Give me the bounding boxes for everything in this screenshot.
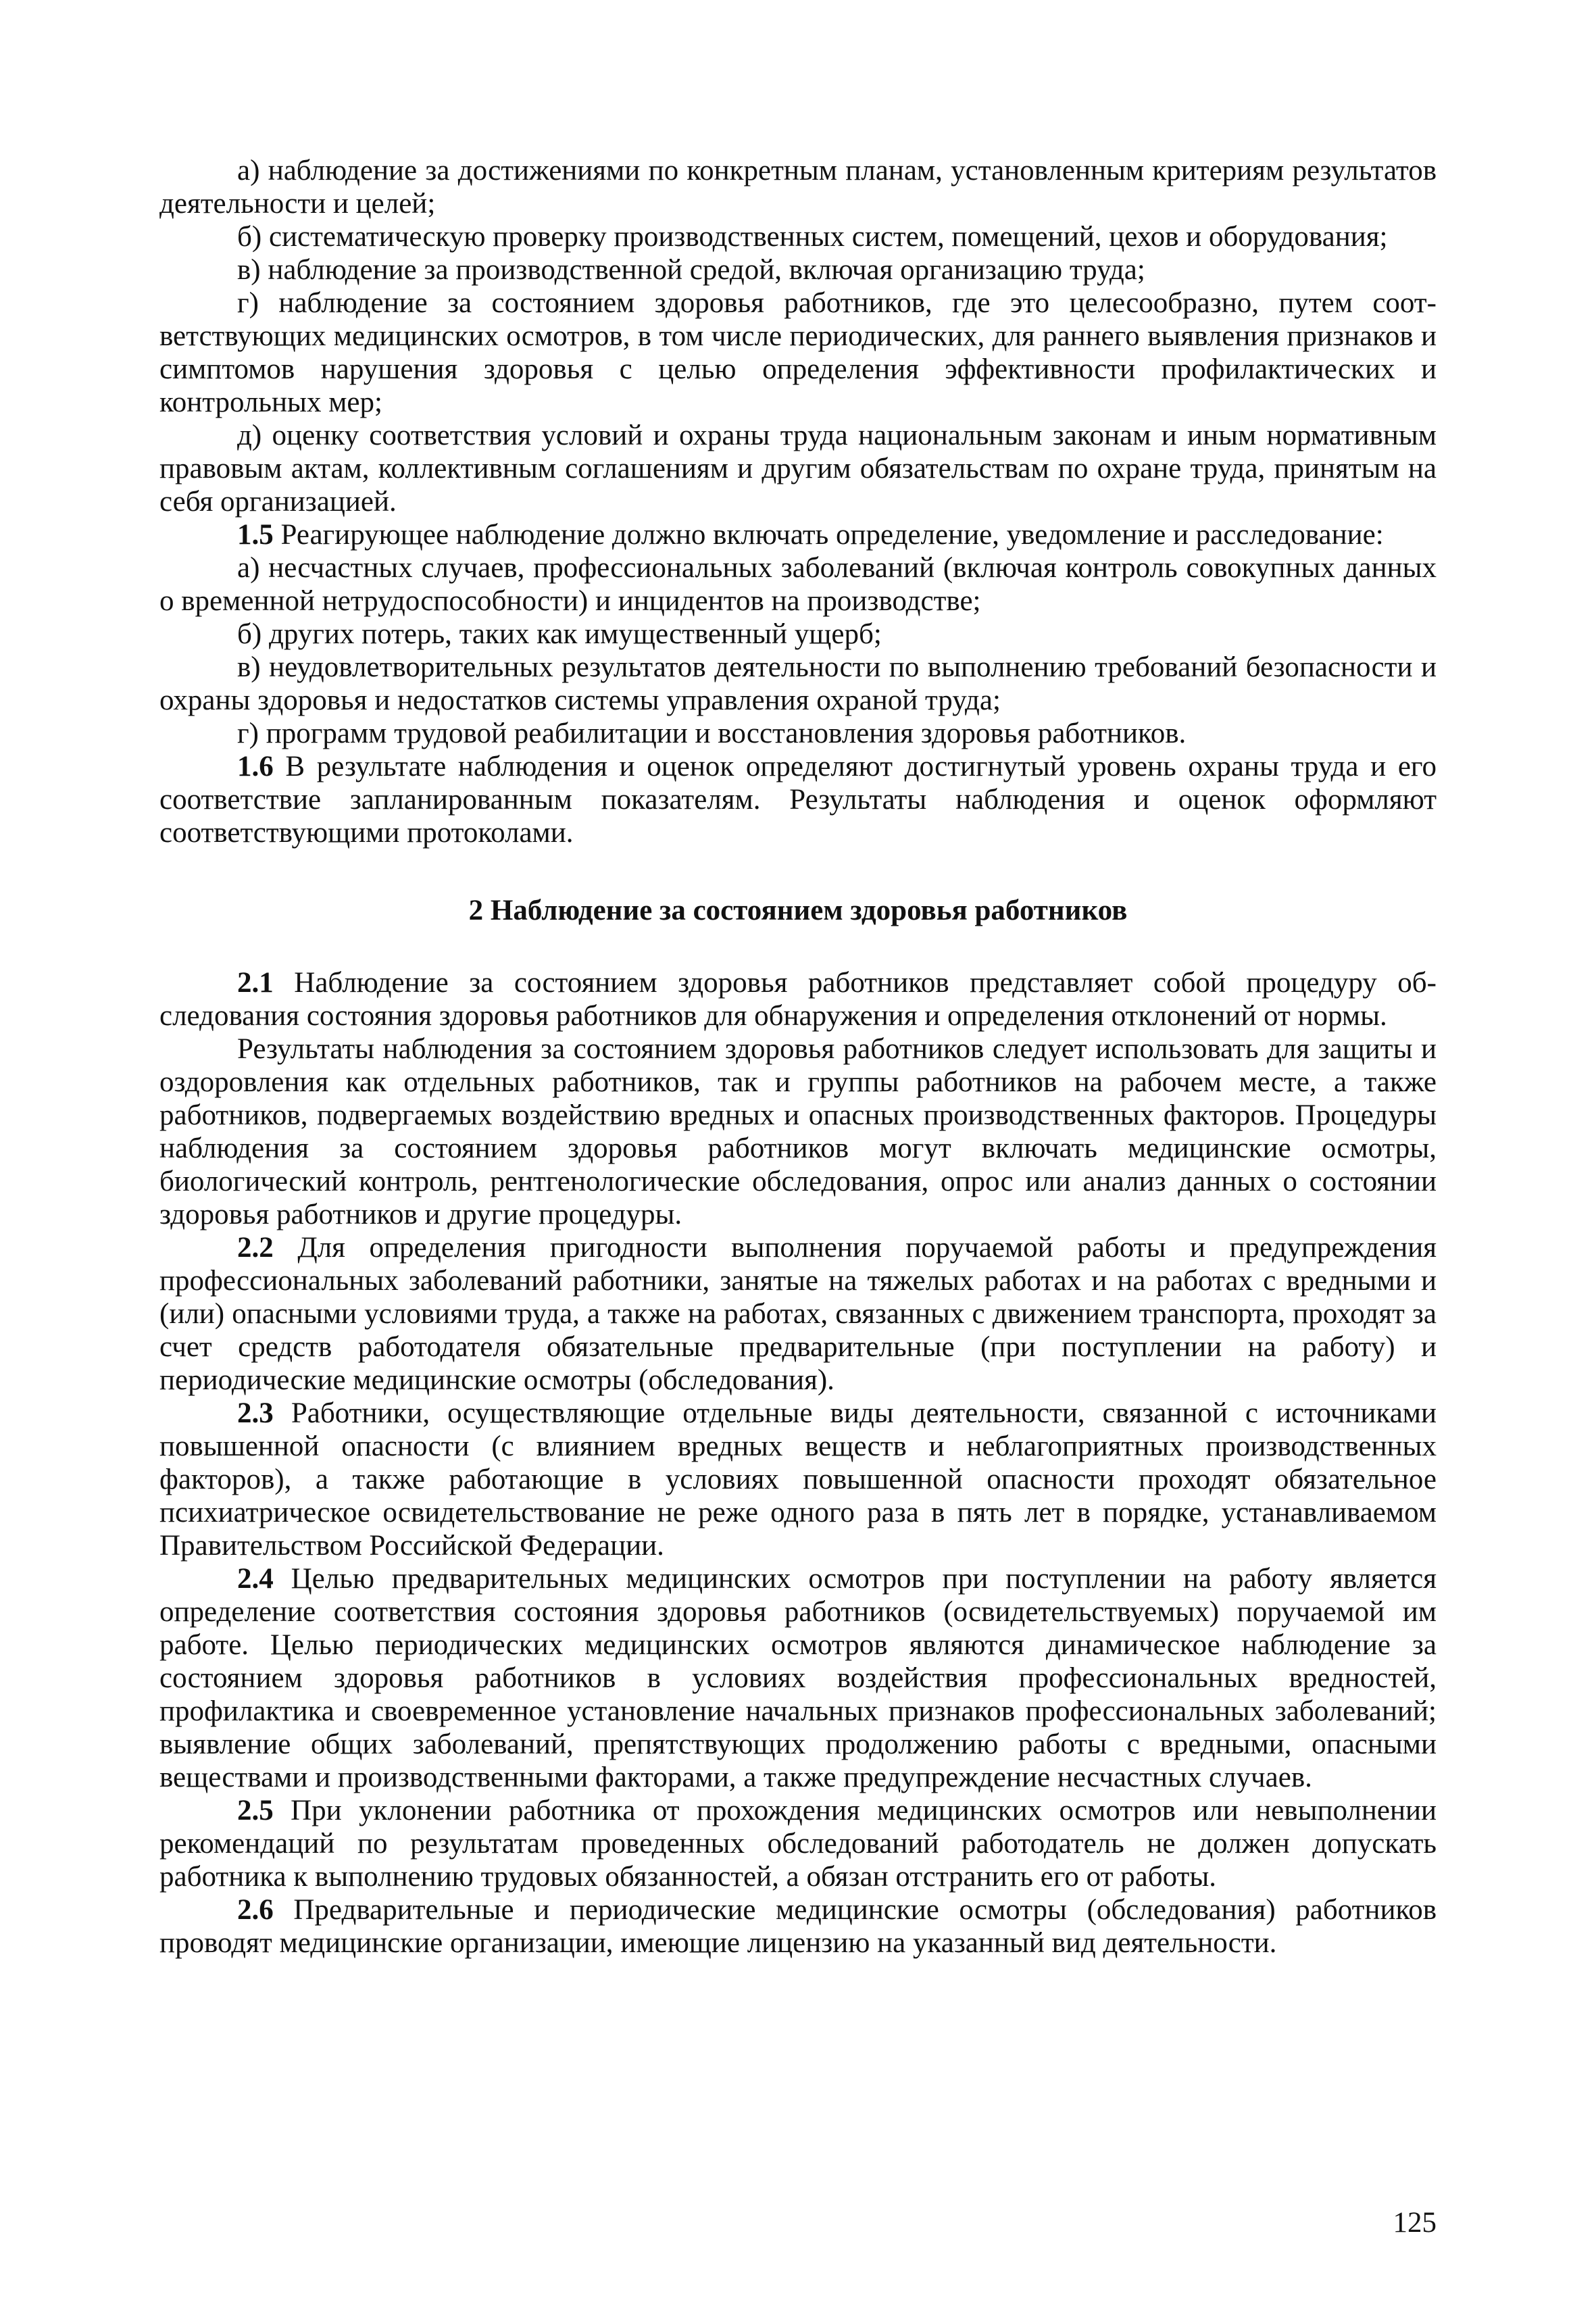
clause-2-1: 2.1 Наблюдение за состоянием здоровья работников представляет собой процедуру обследования состояния здоровья работников для обнаружения и определения отклонений от нормы. <box>159 967 1437 1032</box>
list-item-a-achievements: а) наблюдение за достижениями по конкретным планам, установленным критериям результатов деятельности и целей; <box>159 155 1437 220</box>
list-item-b-systems-check: б) систематическую проверку производственных систем, помещений, цехов и оборудования; <box>237 221 1388 253</box>
clause-number: 2.2 <box>237 1232 274 1264</box>
document-page <box>159 154 1437 1960</box>
clause-number: 2.3 <box>237 1397 274 1429</box>
clause-number: 1.6 <box>237 751 274 782</box>
clause-number: 2.4 <box>237 1563 274 1595</box>
section-heading: 2 Наблюдение за состоянием здоровья работников <box>468 895 1128 926</box>
clause-2-4: 2.4 Целью предварительных медицинских осмотров при поступлении на работу является определение соответствия состояния здоровья работников (освидетельствуемых) поручаемой им работе. Целью периодических медицинских осмотров являются динамическое наблюдение за состоянием здоровья работников в условиях воздействия профессиональных вредностей, профилактика и своевременное установление начальных признаков профессиональных заболеваний; выявление общих заболеваний, препятствующих продолжению работы с вредными, опасными веществами и производственными факторами, а также предупреждение несчастных случаев. <box>159 1563 1437 1793</box>
clause-number: 1.5 <box>237 519 274 551</box>
list-item-b-other-losses: б) других потерь, таких как имущественный ущерб; <box>237 618 882 650</box>
page-number: 125 <box>1393 2207 1437 2239</box>
clause-2-6: 2.6 Предварительные и периодические медицинские осмотры (обследования) работников проводят медицинские организации, имеющие лицензию на указанный вид деятельности. <box>159 1894 1437 1959</box>
list-item-v-work-environment: в) наблюдение за производственной средой, включая организацию труда; <box>237 254 1145 286</box>
list-item-g-rehabilitation: г) программ трудовой реабилитации и восстановления здоровья работников. <box>237 718 1187 749</box>
clause-1-5: 1.5 Реагирующее наблюдение должно включать определение, уведомление и расследование: <box>237 519 1384 551</box>
list-item-d-compliance: д) оценку соответствия условий и охраны труда национальным законам и иным нормативным правовым актам, коллективным соглашениям и другим обязательствам по охране труда, принятым на себя организацией. <box>159 420 1437 518</box>
clause-number: 2.6 <box>237 1894 274 1926</box>
list-item-v-unsatisfactory-results: в) неудовлетворительных результатов деятельности по выполнению требований безопасности и охраны здоровья и недостатков системы управления охраной труда; <box>159 651 1437 716</box>
clause-number: 2.5 <box>237 1795 274 1826</box>
clause-2-2: 2.2 Для определения пригодности выполнения поручаемой работы и предупреждения профессиональных заболеваний работники, занятые на тяжелых работах и на работах с вредными и (или) опасными условиями труда, а также на работах, связанных с движением транспорта, проходят за счет средств работодателя обязательные предварительные (при поступлении на работу) и периодические медицинские осмотры (обследования). <box>159 1232 1437 1396</box>
list-item-g-health-monitoring: г) наблюдение за состоянием здоровья работников, где это целесообразно, путем соответствующих медицинских осмотров, в том числе периодических, для раннего выявления признаков и симптомов нарушения здоровья с целью определения эффективности профилактических и контрольных мер; <box>159 287 1437 418</box>
paragraph-results-usage: Результаты наблюдения за состоянием здоровья работников следует использовать для защиты и оздоровления как отдельных работников, так и группы работников на рабочем месте, а также работников, подвергаемых воздействию вредных и опасных производственных факторов. Процедуры наблюдения за состоянием здоровья работников могут включать медицинские осмотры, биологический контроль, рентгенологические обследования, опрос или анализ данных о состоянии здоровья работников и другие процедуры. <box>159 1033 1437 1230</box>
clause-2-3: 2.3 Работники, осуществляющие отдельные виды деятельности, связанной с источниками повышенной опасности (с влиянием вредных веществ и неблагоприятных производственных факторов), а также работающие в условиях повышенной опасности проходят обязательное психиатрическое освидетельствование не реже одного раза в пять лет в порядке, устанавливаемом Правительством Российской Федерации. <box>159 1397 1437 1562</box>
clause-number: 2.1 <box>237 967 274 999</box>
list-item-a-accidents: а) несчастных случаев, профессиональных заболеваний (включая контроль совокупных данных о временной нетрудоспособности) и инцидентов на производстве; <box>159 552 1437 617</box>
clause-1-6: 1.6 В результате наблюдения и оценок определяют достигнутый уровень охраны труда и его соответствие запланированным показателям. Результаты наблюдения и оценок оформляют соответствующими протоколами. <box>159 751 1437 849</box>
clause-2-5: 2.5 При уклонении работника от прохождения медицинских осмотров или невыполнении рекомендаций по результатам проведенных обследований работодатель не должен допускать работника к выполнению трудовых обязанностей, а обязан отстранить его от работы. <box>159 1795 1437 1893</box>
